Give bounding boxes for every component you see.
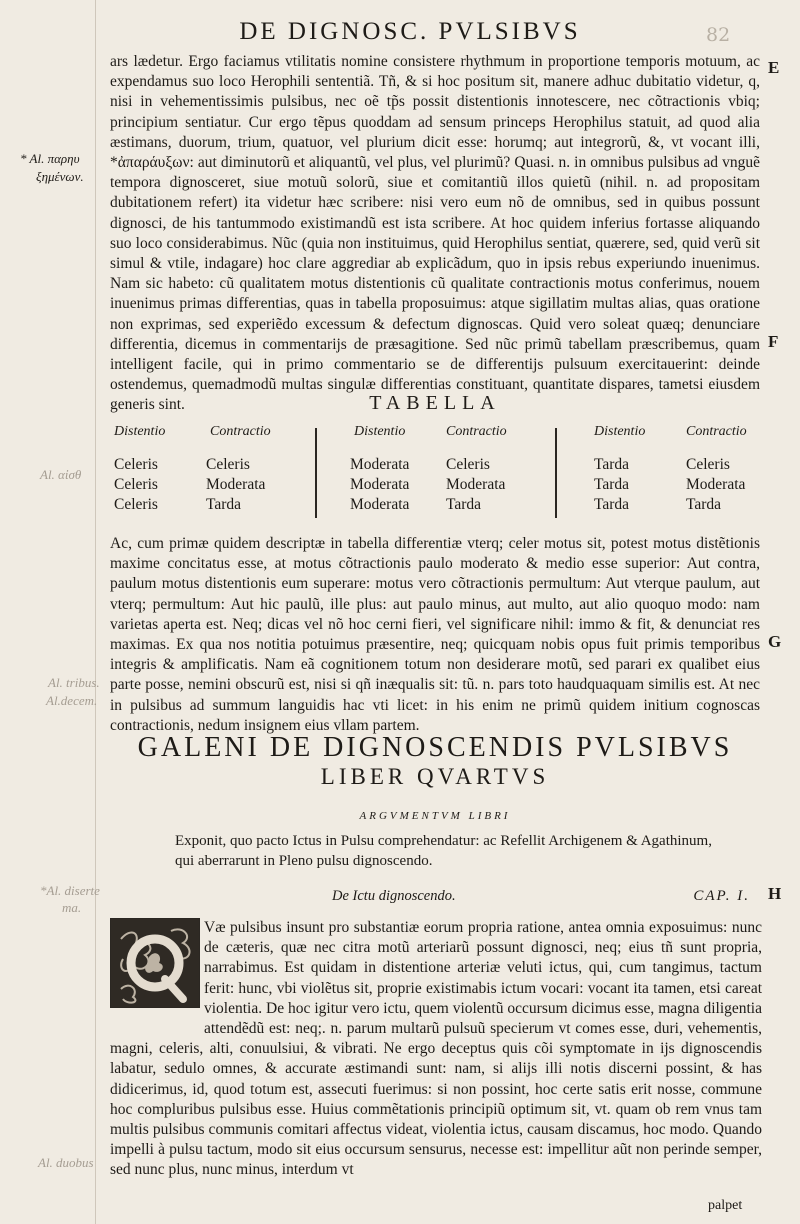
tabella-cell: Moderata [350, 456, 410, 473]
folio-number: 82 [706, 24, 731, 46]
tabella-cell: Tarda [206, 496, 242, 513]
chapter-body-text: Væ pulsibus insunt pro substantiæ eorum propria ratione, antea omnia exposuimus: nunc de cæteris, quæ nec citra motũ arteriarũ possunt dignosci, neq; eius tñ sunt propria, narrabimus. Est quidam in distentione arteriæ veluti ictus, qui, cum tangimus, tactum ferit: hunc, vbi violẽtus sit, proprie existimabis ictum vocari: vocant ita tamen, etsi careat violentia. De hoc igitur vero ictu, quem violentũ occursum dicimus esse, magna diligentia attendẽdũ est: neq;. n. parum multarũ pulsuũ specierum vt comes esse, duri, vehementis, magni, celeris, alti, conuulsiui, & vibrati. Ne ergo deceptus quis cõi symptomate in ijs dignoscendis labatur, sedulo omnes, & accurate æstimandi sunt: nam, si alijs illi notis discerni possint, & has didicerimus, id, quod totum est, assecuti fuerimus: si non possint, hoc certe satis erit nosse, commune hoc compluribus pulsibus esse. Huius commẽtationis principiũ optimum sit, vt. quam ob rem vnus tam multis pulsibus communis comitari affectus videat, violentia ictus, causam discamus, hoc modo. Quando impelli à pulsu tactum, modo sit eius occursum sensurus, necesse est: impellitur aũt non perinde semper, sed nunc plus, nunc minus, interdum vt [110, 919, 762, 1179]
margin-note-faded-6: Al. duobus [38, 1155, 94, 1170]
catchword: palpet [708, 1198, 743, 1213]
book-subtitle: LIBER QVARTVS [320, 764, 550, 789]
tabella-header-distentio: Distentio [594, 424, 646, 439]
margin-note-faded-1: Al. αἰσθ [40, 467, 82, 482]
tabella-cell: Moderata [206, 476, 266, 493]
tabella-cell: Tarda [594, 476, 630, 493]
tabella-cell: Celeris [206, 456, 250, 473]
dropcap-q-ornament [110, 918, 200, 1008]
margin-note-faded-2: Al. tribus. [48, 675, 100, 690]
body-paragraph-1-text: ars lædetur. Ergo faciamus vtilitatis nomine consistere rhythmum in proportione temporis motuum, ac expendamus suo loco Herophili sententiã. Tñ, & si hoc positum sit, manere adhuc dubitatio videtur, q, nisi in vehementissimis pulsibus, nec oẽ tp̃s possit distentionis innotescere, nec cõtractionis vbiq; principium sentiatur. Cur ergo tẽpus quoddam ad sensum princeps Herophilus statuit, ad quod alia æstimans, duorum, trium, quatuor, vel plurium dicit esse: horumq; aut integrorũ, &, vt vocant illi, *ἀπαράυξων: aut diminutorũ et aliquantũ, vel plus, vel plurimũ? Quasi. n. in omnibus pulsibus ad vnguẽ tempora dignosceret, siue motuũ solorũ, siue et comitantiũ illos quietũ (nihil. n. ad propositam dubitationem refert) ita videtur hæc scribere: nisi vero eum nõ de omnibus, sed in quibus possunt dignosci, de his tantummodo existimandũ est ista scribere. At hoc quidem inferius fortasse aliquando suo loco considerabimus. Nũc (quia non instituimus, quid Herophilus sentiat, quærere, sed, quid verũ sit simul & vtile, indagare) hoc clare aggrediar ab explicãdum, quo in ipsis rebus experiundo inuenimus. Nam sic habeto: cũ qualitatem motus distentionis cũ qualitate contractionis motus conferimus, nouem inuenimus primas differentias, quas in tabella proposuimus: atque sigillatim multas alias, quas oratione non exprimas, sed experiẽdo excessum & defectum dignoscas. Quid vero soleat quæq; denunciare differentia, dicemus in commentarijs de præsagitione. Sed nũc primũ tabellam præscribemus, quam intelligent facile, qui in primo commentario se de differentijs pulsuum exercitauerint: deinde ostendemus, quemadmodũ multas singulæ differentias constituant, quantitate dispares, tametsi eiusdem generis sint. [110, 53, 760, 414]
chapter-number: CAP. I. [693, 888, 750, 904]
tabella-header-contractio: Contractio [446, 424, 507, 439]
margin-note-greek [20, 150, 84, 186]
tabella-table [110, 424, 760, 524]
tabella-cell: Tarda [594, 496, 630, 513]
chapter-title: De Ictu dignoscendo. [332, 888, 456, 904]
tabella-cell: Celeris [446, 456, 490, 473]
section-letter-e: E [768, 58, 780, 77]
tabella-cell: Moderata [350, 476, 410, 493]
tabella-cell: Moderata [350, 496, 410, 513]
tabella-cell: Celeris [114, 456, 158, 473]
body-paragraph-2 [110, 534, 760, 736]
tabella-cell: Tarda [686, 496, 722, 513]
tabella-cell: Moderata [446, 476, 506, 493]
section-letter-g: G [768, 632, 782, 651]
running-head: DE DIGNOSC. PVLSIBVS [239, 18, 581, 45]
tabella-divider [555, 428, 557, 518]
tabella-divider [315, 428, 317, 518]
tabella-header-contractio: Contractio [210, 424, 271, 439]
margin-note-greek-line2: ξημένων. [36, 169, 84, 184]
argument-summary: Exponit, quo pacto Ictus in Pulsu comprehendatur: ac Refellit Archigenem & Agathinum, qui aberrarunt in Pleno pulsu dignoscendo. [175, 833, 712, 869]
tabella-title: TABELLA [369, 392, 501, 414]
tabella-header-distentio: Distentio [354, 424, 406, 439]
tabella-group-1 [110, 424, 310, 524]
tabella-group-3 [590, 424, 790, 524]
tabella-cell: Celeris [114, 496, 158, 513]
body-paragraph-1 [110, 52, 760, 416]
chapter-body [110, 918, 762, 1181]
margin-note-greek-line1: * Al. παρηυ [20, 151, 80, 166]
tabella-group-2 [350, 424, 550, 524]
margin-note-faded-3: Al.decem. [46, 693, 98, 708]
section-letter-f: F [768, 332, 779, 351]
tabella-header-contractio: Contractio [686, 424, 747, 439]
tabella-cell: Moderata [686, 476, 746, 493]
book-title: GALENI DE DIGNOSCENDIS PVLSIBVS [137, 732, 733, 763]
margin-rule [95, 0, 96, 1224]
margin-note-faded-5: ma. [62, 900, 82, 915]
tabella-header-distentio: Distentio [114, 424, 166, 439]
ornament-icon [111, 919, 199, 1007]
tabella-cell: Celeris [114, 476, 158, 493]
argumentum-label: ARGVMENTVM LIBRI [359, 810, 511, 822]
tabella-cell: Celeris [686, 456, 730, 473]
body-paragraph-2-text: Ac, cum primæ quidem descriptæ in tabella differentiæ vterq; celer motus sit, potest motus distẽtionis maxime concitatus esse, at motus cõtractionis paulo moderato & medio esse superior: Aut contra, paulum motus distentionis eum superare: motus vero cõtractionis permultum: Aut vterque paulum, aut vterq; permultum: Aut hic paulũ, ille plus: aut paulo minus, aut multo, aut alio quoquo modo: nam varietas aperta est. Neq; dicas vel nõ hoc cerni fieri, vel significare nihil: immo & fit, & denunciat res maximas. Ex qua nos notitia potuimus præsentire, neq; quicquam nobis opus fuit primis temporibus integris & amplificatis. Nam eã cognitionem totum non desiderare motũ, sed parari ex qualibet eius parte posse, nemini obscurũ est, nisi si qñ inæqualis sit: tũ. n. pars toto haudquaquam similis est. At nec in pulsibus ad summum languidis hac vti licet: in his enim ne primũ quidem initium cognoscas contractionis, nedum insignem eius vllam partem. [110, 535, 760, 734]
section-letter-h: H [768, 884, 782, 903]
tabella-cell: Tarda [446, 496, 482, 513]
margin-note-faded-4: *Al. diserte [40, 883, 100, 898]
chapter-heading [110, 888, 760, 910]
tabella-cell: Tarda [594, 456, 630, 473]
